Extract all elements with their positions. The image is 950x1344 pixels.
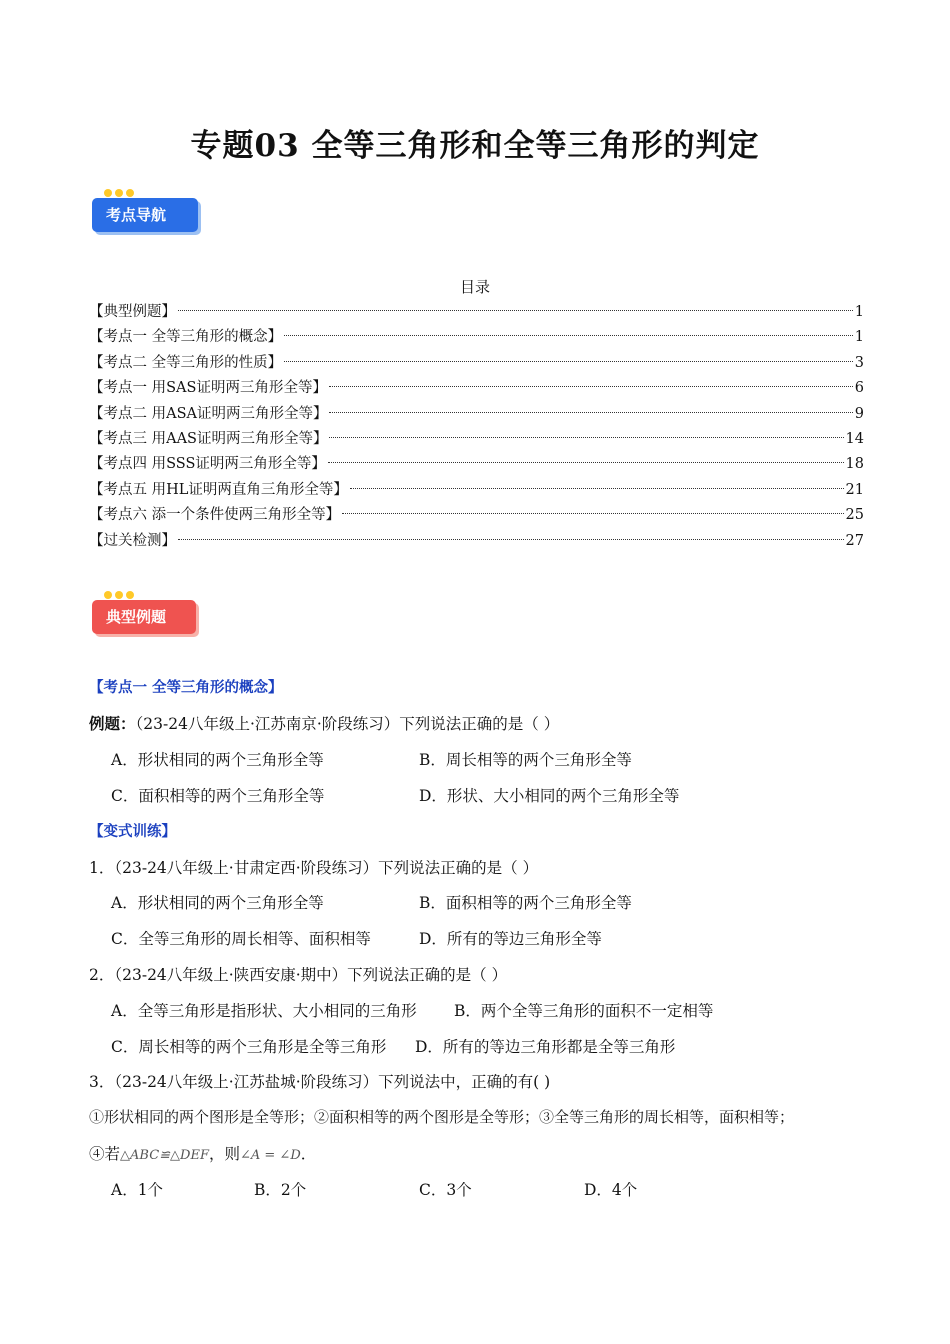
nav-badge	[92, 198, 198, 232]
toc-item-label: 【考点六 添一个条件使两三角形全等】	[89, 507, 341, 524]
toc-item-label: 【考点三 用AAS证明两三角形全等】	[89, 430, 328, 447]
toc-item[interactable]	[89, 376, 864, 401]
toc-item[interactable]	[89, 300, 864, 325]
q3-option-b: B．2个	[254, 1181, 307, 1199]
toc-item-page: 9	[854, 405, 864, 422]
toc-item[interactable]	[89, 478, 864, 503]
toc-item-label: 【考点二 用ASA证明两三角形全等】	[89, 405, 328, 422]
badge-dots-icon	[104, 591, 134, 599]
example-option-d: D．形状、大小相同的两个三角形全等	[419, 787, 680, 805]
toc-item[interactable]	[89, 402, 864, 427]
toc-item-label: 【考点一 全等三角形的概念】	[89, 329, 283, 346]
toc-leader	[329, 386, 853, 387]
q2-stem: 2．（23-24八年级上·陕西安康·期中）下列说法正确的是（ ）	[89, 966, 508, 984]
toc-item[interactable]	[89, 325, 864, 350]
q2-option-b: B．两个全等三角形的面积不一定相等	[454, 1002, 714, 1020]
toc-item-label: 【考点四 用SSS证明两三角形全等】	[89, 456, 326, 473]
toc-item-page: 1	[854, 304, 864, 320]
example-option-b: B．周长相等的两个三角形全等	[419, 751, 632, 769]
q3-option-d: D．4个	[584, 1181, 638, 1199]
q3-statement-2	[89, 1142, 316, 1164]
toc-item-label: 【考点五 用HL证明两直角三角形全等】	[89, 481, 348, 498]
toc-item-page: 14	[845, 430, 864, 447]
q1-option-c: C．全等三角形的周长相等、面积相等	[111, 930, 371, 948]
toc-item-page: 3	[854, 354, 864, 371]
example-question	[89, 712, 559, 734]
example-option-a: A．形状相同的两个三角形全等	[111, 751, 324, 769]
toc-item-page: 18	[845, 456, 864, 473]
math-congruence: △ABC≌△DEF	[120, 1148, 209, 1163]
toc-item-label: 【考点一 用SAS证明两三角形全等】	[89, 380, 327, 397]
variant-heading: 【变式训练】	[89, 824, 176, 840]
toc-leader	[284, 361, 853, 362]
toc-leader	[178, 310, 853, 311]
examples-badge	[92, 600, 196, 634]
q2-option-d: D．所有的等边三角形都是全等三角形	[415, 1038, 676, 1056]
example-stem: （23-24八年级上·江苏南京·阶段练习）下列说法正确的是（ ）	[135, 715, 560, 733]
toc-item-page: 21	[845, 481, 864, 498]
toc-leader	[328, 462, 844, 463]
example-option-c: C．面积相等的两个三角形全等	[111, 787, 325, 805]
nav-badge-label: 考点导航	[106, 206, 167, 224]
q3-statement-2-end: ．	[300, 1145, 317, 1163]
examples-badge-label: 典型例题	[106, 608, 167, 626]
toc-leader	[284, 335, 853, 336]
page-title: 专题03 全等三角形和全等三角形的判定	[190, 128, 760, 164]
toc-item-label: 【典型例题】	[89, 304, 176, 320]
q3-stem: 3．（23-24八年级上·江苏盐城·阶段练习）下列说法中，正确的有( )	[89, 1073, 551, 1091]
toc-item[interactable]	[89, 529, 864, 554]
toc-leader	[329, 412, 852, 413]
q3-statement-2-prefix: ④若	[89, 1145, 121, 1163]
toc-leader	[342, 513, 843, 514]
toc-leader	[178, 539, 844, 540]
toc-heading: 目录	[459, 278, 490, 296]
q3-option-a: A．1个	[111, 1181, 164, 1199]
toc-item-page: 27	[845, 532, 864, 549]
table-of-contents	[89, 300, 864, 554]
section-heading: 【考点一 全等三角形的概念】	[89, 680, 283, 696]
toc-leader	[329, 437, 843, 438]
toc-item-label: 【考点二 全等三角形的性质】	[89, 354, 283, 371]
q3-option-c: C．3个	[419, 1181, 472, 1199]
toc-item-page: 1	[854, 329, 864, 346]
toc-item-label: 【过关检测】	[89, 532, 176, 549]
toc-item[interactable]	[89, 452, 864, 477]
math-angle-equality: ∠A = ∠D	[239, 1148, 301, 1163]
toc-item-page: 25	[845, 507, 864, 524]
q1-option-d: D．所有的等边三角形全等	[419, 930, 602, 948]
q3-statement-2-mid: ，则	[208, 1145, 240, 1163]
q2-option-c: C．周长相等的两个三角形是全等三角形	[111, 1038, 387, 1056]
q1-stem: 1．（23-24八年级上·甘肃定西·阶段练习）下列说法正确的是（ ）	[89, 859, 539, 877]
toc-item[interactable]	[89, 427, 864, 452]
q1-option-b: B．面积相等的两个三角形全等	[419, 894, 632, 912]
q1-option-a: A．形状相同的两个三角形全等	[111, 894, 324, 912]
example-label: 例题：	[89, 715, 136, 733]
q3-statement-1: ①形状相同的两个图形是全等形；②面积相等的两个图形是全等形；③全等三角形的周长相等，面积相等；	[89, 1108, 795, 1126]
q2-option-a: A．全等三角形是指形状、大小相同的三角形	[111, 1002, 417, 1020]
toc-item[interactable]	[89, 351, 864, 376]
toc-item-page: 6	[854, 380, 864, 397]
toc-leader	[350, 488, 844, 489]
badge-dots-icon	[104, 189, 134, 197]
toc-item[interactable]	[89, 503, 864, 528]
